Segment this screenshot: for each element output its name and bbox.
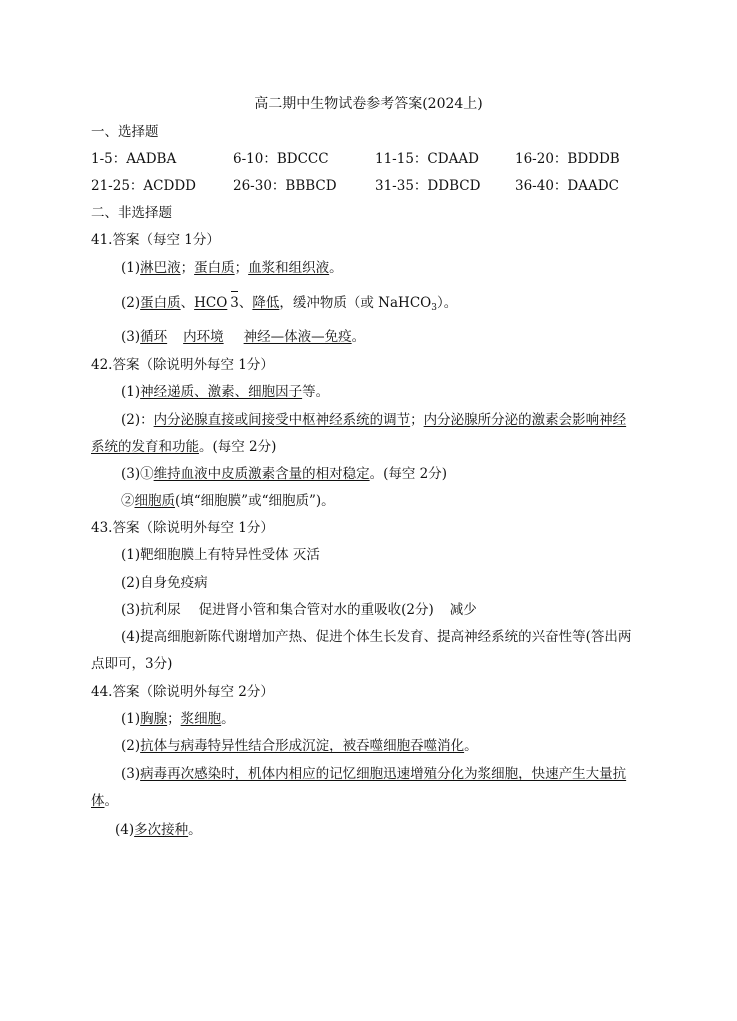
q44-l3-prefix: (3) [121, 766, 141, 782]
q41-answer-hco: HCO [194, 295, 228, 311]
q42-l2-prefix: (2)： [121, 412, 154, 428]
q44-answer-thymus: 胸腺 [140, 711, 168, 727]
answer-6-10: 6-10：BDCCC [233, 151, 329, 167]
q41-l1-sep: ； [180, 260, 195, 276]
q41-answer-protein: 蛋白质 [140, 295, 181, 311]
q41-nahco3-subscript: 3 [431, 303, 437, 313]
q44-answer-plasma-cell: 浆细胞 [180, 711, 222, 727]
q42-line-2-cont [91, 437, 276, 457]
q41-answer-regulation: 神经—体液—免疫 [243, 329, 352, 345]
q41-answer-c: 血浆和组织液 [248, 260, 330, 276]
q44-answer-4: 多次接种 [134, 822, 189, 838]
q41-answer-internal-env: 内环境 [183, 329, 224, 345]
q44-l2-prefix: (2) [121, 738, 141, 754]
q44-heading: 44.答案（除说明外每空 2分） [91, 684, 274, 700]
answer-16-20: 16-20：BDDDB [515, 151, 620, 167]
q41-l1-prefix: (1) [121, 260, 141, 276]
q43-answer-adh: (3)抗利尿 [121, 602, 181, 618]
q41-l1-end: 。 [329, 260, 343, 276]
q41-hco-subscript: 3 [230, 295, 239, 311]
answer-11-15: 11-15：CDAAD [375, 151, 479, 167]
q44-line-2 [121, 736, 478, 756]
answer-31-35: 31-35：DDBCD [375, 178, 481, 194]
section-1-heading: 一、选择题 [91, 124, 159, 140]
q44-answer-3: 病毒再次感染时，机体内相应的记忆细胞迅速增殖分化为浆细胞，快速产生大量抗 [140, 766, 627, 782]
q44-l4-end: 。 [188, 822, 202, 838]
answer-21-25: 21-25：ACDDD [91, 178, 196, 194]
q43-line-1: (1)靶细胞膜上有特异性受体 灭活 [121, 547, 320, 563]
q41-line-3 [121, 327, 365, 347]
q41-answer-a: 淋巴液 [140, 260, 181, 276]
answer-26-30: 26-30：BBBCD [233, 178, 337, 194]
q44-l2-end: 。 [464, 738, 478, 754]
q44-answer-2: 抗体与病毒特异性结合形成沉淀，被吞噬细胞吞噬消化 [140, 738, 465, 754]
q43-line-4: (4)提高细胞新陈代谢增加产热、促进个体生长发育、提高神经系统的兴奋性等(答出两 [121, 629, 632, 645]
q42-heading: 42.答案（除说明外每空 1分） [91, 357, 274, 373]
q42-l2-sep: ； [410, 412, 424, 428]
q41-l3-prefix: (3) [121, 329, 141, 345]
q44-line-1 [121, 709, 235, 729]
q41-heading: 41.答案（每空 1分） [91, 232, 220, 248]
q41-answer-decrease: 降低 [252, 295, 280, 311]
q43-answer-decrease: 减少 [449, 602, 477, 618]
q41-l3-end: 。 [351, 329, 366, 345]
q41-l2-sep: 、 [180, 295, 195, 311]
q43-line-3 [121, 600, 477, 620]
q44-l4-prefix: (4) [115, 822, 135, 838]
q44-l1-prefix: (1) [121, 711, 141, 727]
q44-line-3-cont [91, 791, 118, 811]
q42-line-3 [121, 464, 447, 484]
document-title: 高二期中生物试卷参考答案(2024上) [254, 96, 483, 112]
q41-l2-prefix: (2) [121, 295, 141, 311]
q44-l1-end: 。 [221, 711, 235, 727]
q43-heading: 43.答案（除说明外每空 1分） [91, 520, 274, 536]
q41-line-2 [121, 293, 457, 318]
q42-l1-end: 等。 [302, 384, 330, 400]
q42-answer-3: 维持血液中皮质激素含量的相对稳定 [153, 466, 370, 482]
q44-l3-end: 。 [104, 793, 118, 809]
q41-answer-circulation: 循环 [140, 329, 168, 345]
q42-l2-note: 。(每空 2分) [199, 439, 277, 455]
q41-answer-b: 蛋白质 [194, 260, 235, 276]
q42-answer-1: 神经递质、激素、细胞因子 [140, 384, 303, 400]
q41-l2-sep2: 、 [238, 295, 253, 311]
q41-line-1 [121, 258, 343, 278]
q42-l1-prefix: (1) [121, 384, 141, 400]
q41-l2-end: ）。 [436, 295, 458, 311]
q44-l1-sep: ； [167, 711, 181, 727]
q43-line-2: (2)自身免疫病 [121, 575, 208, 591]
answer-1-5: 1-5：AADBA [91, 151, 177, 167]
q42-answer-4: 细胞质 [134, 493, 175, 509]
q44-line-3 [121, 764, 626, 784]
q41-l1-sep2: ； [234, 260, 249, 276]
q42-l3-prefix: (3)① [121, 466, 154, 482]
q42-l4-note: (填“细胞膜”或“细胞质”)。 [175, 493, 335, 509]
q44-answer-3-cont: 体 [91, 793, 105, 809]
q42-l3-note: 。(每空 2分) [369, 466, 448, 482]
q42-answer-2a: 内分泌腺直接或间接受中枢神经系统的调节 [153, 412, 411, 428]
q44-line-4 [115, 820, 202, 840]
q42-l4-prefix: ② [121, 493, 135, 509]
q42-answer-2b: 内分泌腺所分泌的激素会影响神经 [423, 412, 627, 428]
answer-36-40: 36-40：DAADC [515, 178, 619, 194]
q42-line-1 [121, 382, 329, 402]
q42-line-2 [121, 410, 626, 430]
q41-buffer-text: ，缓冲物质（或 NaHCO [279, 295, 432, 311]
section-2-heading: 二、非选择题 [91, 205, 172, 221]
q43-answer-reabsorption: 促进肾小管和集合管对水的重吸收(2分) [198, 602, 434, 618]
q42-line-4 [121, 491, 335, 511]
q43-line-4-cont: 点即可，3分) [91, 656, 173, 672]
q42-answer-2b-cont: 系统的发育和功能 [91, 439, 199, 455]
